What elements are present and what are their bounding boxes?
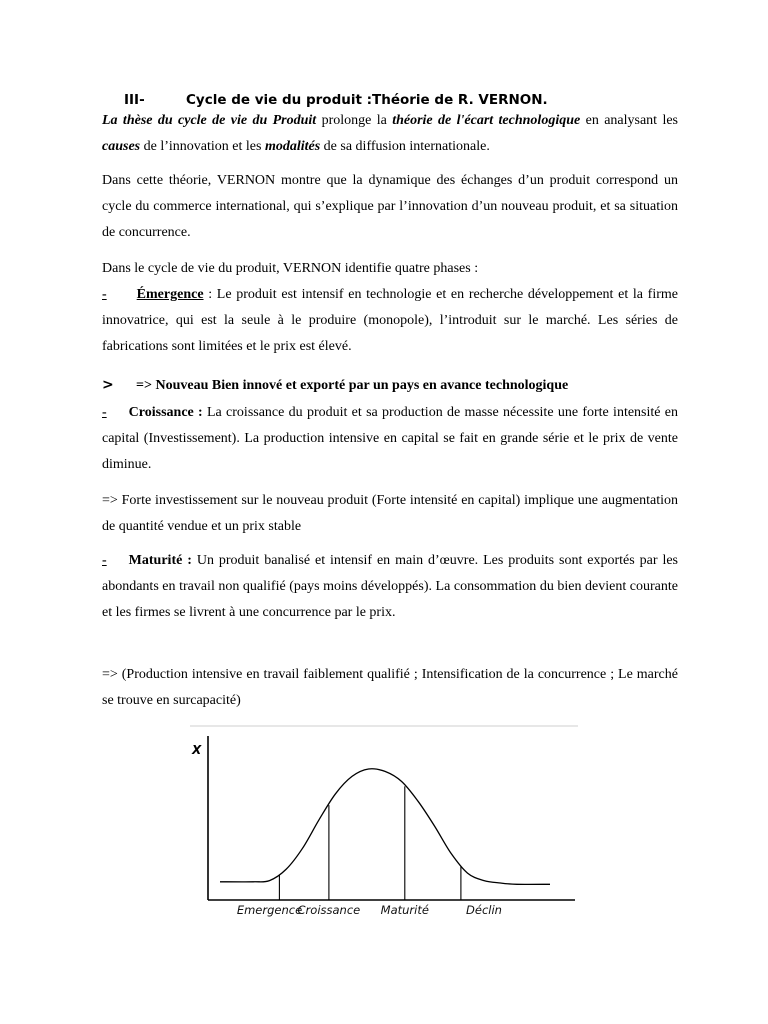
arrow-marker: >	[102, 377, 114, 393]
emergence-text: : Le produit est intensif en technologie et en recherche développement et la firme innovatrice, qui est la seule à le produire (monopole), l’introduit sur le marché. Les séries de fabrications sont limitées et le prix est élevé.	[102, 287, 678, 354]
intro-term-3: causes	[102, 139, 141, 154]
emergence-label: Émergence	[136, 287, 204, 302]
dynamics-paragraph: Dans cette théorie, VERNON montre que la dynamique des échanges d’un produit correspond un cycle du commerce international, qui s’explique par l’innovation d’un nouveau produit, et sa situation de concurrence.	[102, 173, 678, 240]
intro-text-4: de sa diffusion internationale.	[320, 139, 490, 154]
phase-label: Croissance	[297, 903, 361, 917]
section-title: Cycle de vie du produit :Théorie de R. VERNON.	[186, 92, 548, 108]
product-life-cycle-chart	[190, 724, 578, 920]
section-heading	[124, 92, 548, 108]
maturite-label: Maturité :	[128, 553, 192, 568]
intro-term-2: théorie de l'écart technologique	[392, 113, 581, 128]
life-cycle-curve	[220, 769, 550, 885]
intro-term-4: modalités	[264, 139, 321, 154]
phases-intro: Dans le cycle de vie du produit, VERNON identifie quatre phases :	[102, 261, 479, 276]
y-axis-label: X	[192, 743, 202, 757]
phase-label: Maturité	[380, 903, 429, 917]
phase-label: Déclin	[466, 903, 502, 917]
emergence-conclusion-text: => Nouveau Bien innové et exporté par un pays en avance technologique	[136, 378, 569, 393]
intro-text-2: en analysant les	[580, 113, 678, 128]
croissance-label: Croissance :	[128, 405, 203, 420]
phase-label: Emergence	[236, 903, 303, 917]
chart-svg	[190, 724, 578, 920]
intro-text-1: prolonge la	[316, 113, 393, 128]
emergence-conclusion	[102, 372, 678, 399]
intro-term-1: La thèse du cycle de vie du Produit	[102, 113, 317, 128]
maturite-heading: - Maturité :	[102, 553, 192, 568]
maturite-conclusion: => (Production intensive en travail faiblement qualifié ; Intensification de la concurrence ; Le marché se trouve en surcapacité)	[102, 667, 678, 708]
emergence-paragraph	[102, 256, 678, 360]
chart-marks	[220, 769, 550, 917]
section-number: III-	[124, 92, 145, 108]
croissance-paragraph	[102, 400, 678, 478]
maturite-text: Un produit banalisé et intensif en main d’œuvre. Les produits sont exportés par les abondants en travail non qualifié (pays moins développés). La consommation du bien devient courante et les firmes se livrent à une concurrence par le prix.	[102, 553, 678, 620]
maturite-paragraph	[102, 548, 678, 626]
emergence-dash: - Émergence	[102, 287, 204, 302]
croissance-conclusion: => Forte investissement sur le nouveau produit (Forte intensité en capital) implique une augmentation de quantité vendue et un prix stable	[102, 493, 678, 534]
intro-paragraph	[102, 108, 678, 160]
intro-text-3: de l’innovation et les	[140, 139, 265, 154]
croissance-heading: - Croissance :	[102, 405, 203, 420]
croissance-text: La croissance du produit et sa production de masse nécessite une forte intensité en capital (Investissement). La production intensive en capital se fait en grande série et le prix de vente diminue.	[102, 405, 678, 472]
